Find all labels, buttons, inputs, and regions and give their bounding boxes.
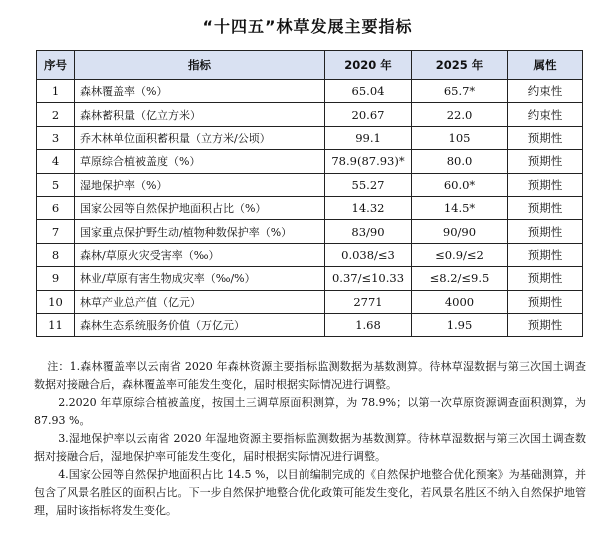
cell-indicator-name: 乔木林单位面积蓄积量（立方米/公顷） xyxy=(75,126,325,149)
header-indicator: 指标 xyxy=(75,51,325,80)
note-3: 3.湿地保护率以云南省 2020 年湿地资源主要指标监测数据为基数测算。待林草湿数据与第三次国土调查数据对接融合后，湿地保护率可能发生变化，届时根据实际情况进行调整。 xyxy=(34,432,586,463)
cell-attribute: 预期性 xyxy=(508,150,583,173)
cell-attribute: 约束性 xyxy=(508,80,583,103)
cell-value-2020: 55.27 xyxy=(325,173,412,196)
cell-serial-number: 4 xyxy=(37,150,75,173)
table-row xyxy=(37,196,583,219)
cell-value-2025: ≤0.9/≤2 xyxy=(412,243,508,266)
cell-value-2025: 65.7* xyxy=(412,80,508,103)
cell-value-2020: 65.04 xyxy=(325,80,412,103)
cell-value-2020: 0.038/≤3 xyxy=(325,243,412,266)
cell-serial-number: 8 xyxy=(37,243,75,266)
cell-attribute: 预期性 xyxy=(508,220,583,243)
cell-serial-number: 10 xyxy=(37,290,75,313)
cell-attribute: 预期性 xyxy=(508,196,583,219)
cell-value-2020: 78.9(87.93)* xyxy=(325,150,412,173)
table-row xyxy=(37,80,583,103)
cell-indicator-name: 森林/草原火灾受害率（‰） xyxy=(75,243,325,266)
cell-indicator-name: 森林蓄积量（亿立方米） xyxy=(75,103,325,126)
cell-serial-number: 7 xyxy=(37,220,75,243)
header-year-2025: 2025 年 xyxy=(412,51,508,80)
cell-attribute: 约束性 xyxy=(508,103,583,126)
cell-value-2025: 22.0 xyxy=(412,103,508,126)
cell-indicator-name: 林业/草原有害生物成灾率（‰/%） xyxy=(75,267,325,290)
cell-value-2025: 4000 xyxy=(412,290,508,313)
cell-attribute: 预期性 xyxy=(508,290,583,313)
cell-indicator-name: 湿地保护率（%） xyxy=(75,173,325,196)
table-header-row xyxy=(37,51,583,80)
cell-serial-number: 11 xyxy=(37,313,75,336)
note-1: 注：1.森林覆盖率以云南省 2020 年森林资源主要指标监测数据为基数测算。待林草湿数据与第三次国土调查数据对接融合后，森林覆盖率可能发生变化，届时根据实际情况进行调整。 xyxy=(34,360,586,391)
cell-attribute: 预期性 xyxy=(508,267,583,290)
cell-value-2020: 99.1 xyxy=(325,126,412,149)
cell-value-2025: 60.0* xyxy=(412,173,508,196)
cell-serial-number: 1 xyxy=(37,80,75,103)
cell-attribute: 预期性 xyxy=(508,126,583,149)
table-title: “十四五”林草发展主要指标 xyxy=(202,17,413,36)
cell-indicator-name: 森林覆盖率（%） xyxy=(75,80,325,103)
cell-value-2025: 105 xyxy=(412,126,508,149)
table-row xyxy=(37,220,583,243)
cell-serial-number: 5 xyxy=(37,173,75,196)
cell-indicator-name: 国家重点保护野生动/植物种数保护率（%） xyxy=(75,220,325,243)
cell-indicator-name: 森林生态系统服务价值（万亿元） xyxy=(75,313,325,336)
cell-value-2025: ≤8.2/≤9.5 xyxy=(412,267,508,290)
cell-attribute: 预期性 xyxy=(508,243,583,266)
cell-value-2025: 14.5* xyxy=(412,196,508,219)
table-row xyxy=(37,243,583,266)
cell-value-2020: 14.32 xyxy=(325,196,412,219)
cell-attribute: 预期性 xyxy=(508,173,583,196)
header-serial-number: 序号 xyxy=(37,51,75,80)
header-attribute: 属性 xyxy=(508,51,583,80)
cell-value-2020: 20.67 xyxy=(325,103,412,126)
notes-section xyxy=(34,358,586,520)
cell-value-2025: 80.0 xyxy=(412,150,508,173)
cell-value-2020: 0.37/≤10.33 xyxy=(325,267,412,290)
cell-value-2020: 2771 xyxy=(325,290,412,313)
cell-serial-number: 3 xyxy=(37,126,75,149)
cell-indicator-name: 国家公园等自然保护地面积占比（%） xyxy=(75,196,325,219)
table-row xyxy=(37,290,583,313)
table-row xyxy=(37,126,583,149)
cell-value-2020: 1.68 xyxy=(325,313,412,336)
header-year-2020: 2020 年 xyxy=(325,51,412,80)
cell-attribute: 预期性 xyxy=(508,313,583,336)
table-body xyxy=(37,80,583,337)
note-2: 2.2020 年草原综合植被盖度，按国土三调草原面积测算，为 78.9%；以第一次草原资源调查面积测算，为 87.93 %。 xyxy=(34,396,586,427)
indicators-table xyxy=(36,50,583,337)
cell-value-2025: 1.95 xyxy=(412,313,508,336)
cell-serial-number: 9 xyxy=(37,267,75,290)
table-row xyxy=(37,313,583,336)
table-row xyxy=(37,173,583,196)
cell-indicator-name: 草原综合植被盖度（%） xyxy=(75,150,325,173)
cell-value-2020: 83/90 xyxy=(325,220,412,243)
table-row xyxy=(37,267,583,290)
table-row xyxy=(37,150,583,173)
cell-indicator-name: 林草产业总产值（亿元） xyxy=(75,290,325,313)
cell-serial-number: 6 xyxy=(37,196,75,219)
cell-serial-number: 2 xyxy=(37,103,75,126)
table-row xyxy=(37,103,583,126)
cell-value-2025: 90/90 xyxy=(412,220,508,243)
note-4: 4.国家公园等自然保护地面积占比 14.5 %，以目前编制完成的《自然保护地整合优化预案》为基础测算，并包含了风景名胜区的面积占比。下一步自然保护地整合优化政策可能发生变化，若风景名胜区不纳入自然保护地管理，届时该指标将发生变化。 xyxy=(34,468,586,517)
